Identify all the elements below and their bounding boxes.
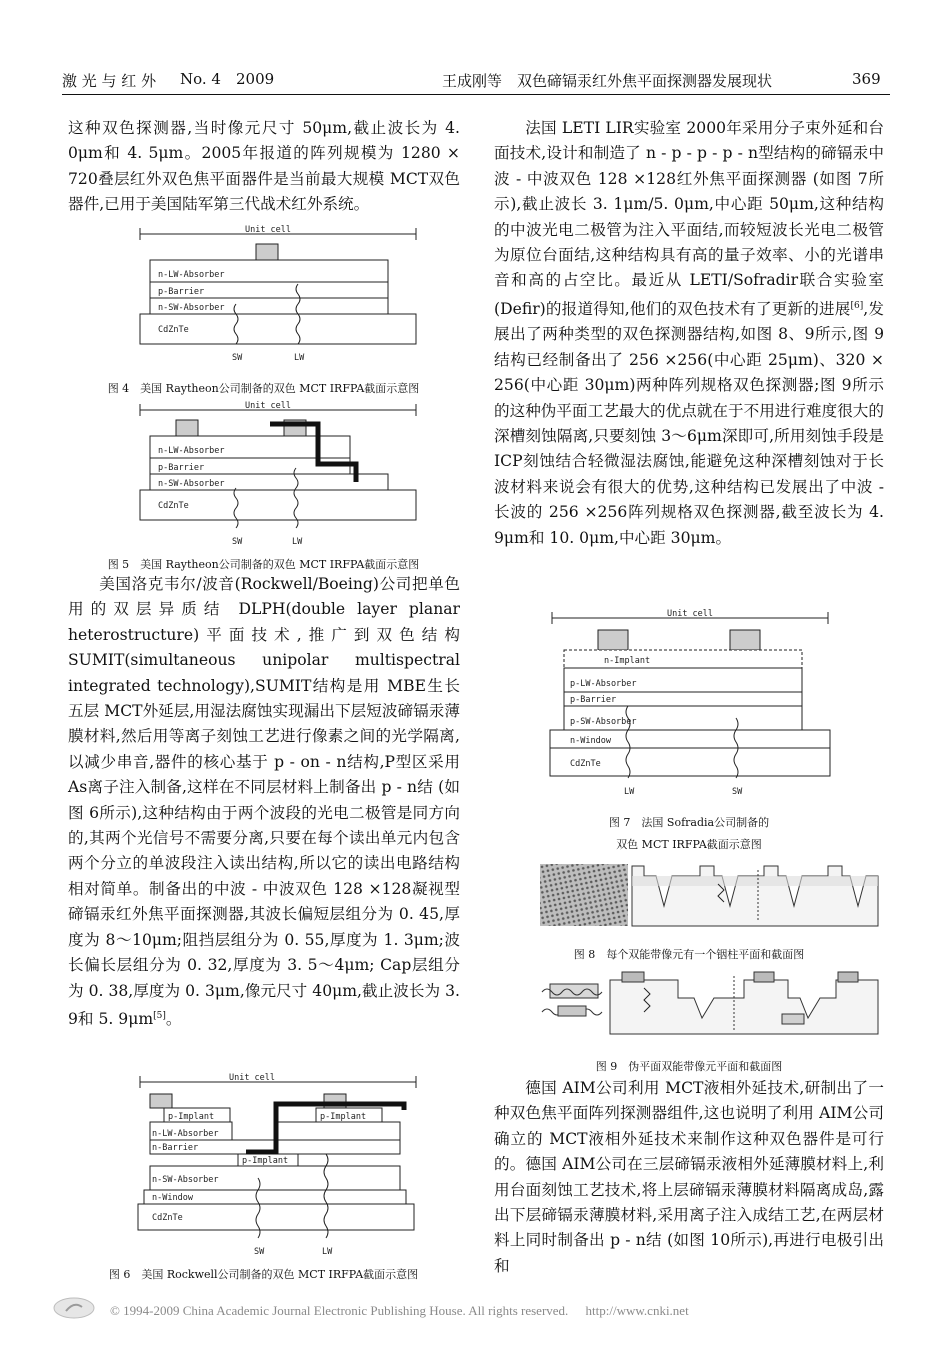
figure-7-caption-line-2: 双色 MCT IRFPA截面示意图 (616, 838, 762, 851)
layer-label: n-SW-Absorber (158, 479, 225, 489)
unit-cell-label: Unit cell (228, 1073, 276, 1083)
layer-label: p-LW-Absorber (570, 679, 637, 689)
layer-label: n-LW-Absorber (158, 446, 225, 456)
figure-7 (540, 606, 842, 806)
paragraph-text: 美国洛克韦尔/波音(Rockwell/Boeing)公司把单色用的双层异质结 DLPH(double layer planar heterostructure)平面技术,推广到双色结构 SUMIT(simultaneous unipolar multispectral integrated technology),SUMIT结构是用 MBE生长五层 MCT外延层,用湿法腐蚀实现漏出下层短波碲镉汞薄膜材料,然后用等离子刻蚀工艺进行像素之间的光学隔离,以减少串音,器件的核心基于 p - on - n结构,P型区采用 As离子注入制备,这样在不同层材料上制备出 p - n结 (如图 6所示),这种结构由于两个波段的光电二极管是同方向的,其两个光信号不需要分离,只要在每个读出单元内包含两个分立的单波段注入读出结构,所以它的读出电路结构相对简单。制备出的中波 - 中波双色 128 ×128凝视型碲镉汞红外焦平面探测器,其波长偏短层组分为 0. 45,厚度为 8～10μm;阻挡层组分为 0. 55,厚度为 1. 3μm;波长偏长层组分为 0. 32,厚度为 3. 5～4μm; Cap层组分为 0. 38,厚度为 0. 3μm,像元尺寸 40μm,截止波长为 3. 9和 5. 9μm (68, 575, 460, 1029)
layer-label: n-Barrier (152, 1143, 199, 1153)
paragraph: 德国 AIM公司利用 MCT液相外延技术,研制出了一种双色焦平面阵列探测器组件,这也说明了利用 AIM公司确立的 MCT液相外延技术来制作这种双色器件是可行的。德国 AIM公司在三层碲镉汞液相外延薄膜材料上,利用台面刻蚀工艺技术,将上层碲镉汞薄膜材料隔离成岛,露出下层碲镉汞薄膜材料,采用离子注入成结工艺,在两层材料上同时制备出 p - n结 (如图 10所示),再进行电极引出和 (494, 1079, 884, 1275)
layer-label: n-SW-Absorber (158, 303, 225, 313)
sw-label: SW (732, 787, 743, 797)
lw-label: LW (624, 787, 635, 797)
implant-label: n-Implant (604, 656, 651, 666)
figure-9-caption: 图 9 伪平面双能带像元平面和截面图 (595, 1060, 783, 1073)
layer-label: n-LW-Absorber (158, 270, 225, 280)
paragraph-text: 法国 LETI LIR实验室 2000年采用分子束外延和台面技术,设计和制造了 n - p - p - p - n型结构的碲镉汞中波 - 中波双色 128 ×128红外焦平面探测器 (如图 7所示),截止波长 3. 1μm/5. 0μm,中心距 50μm,这种结构的中波光电二极管为注入平面结,而较短波长光电二极管为原位台面结,这种结构具有高的量子效率、小的光谱串音和高的占空比。最近从 LETI/Sofradir联合实验室 (Defir)的报道得知,他们的双色技术有了更新的进展 (494, 119, 884, 319)
figure-8-caption: 图 8 每个双能带像元有一个铟柱平面和截面图 (573, 948, 805, 961)
sw-label: SW (254, 1247, 265, 1257)
left-column-top (68, 116, 460, 218)
journal-name: 激 光 与 红 外 (62, 72, 157, 90)
unit-cell-label: Unit cell (244, 401, 292, 411)
issue-number: No. 4 (180, 70, 221, 88)
figure-4-caption: 图 4 美国 Raytheon公司制备的双色 MCT IRFPA截面示意图 (107, 382, 420, 395)
sw-label: SW (232, 353, 243, 363)
paragraph: 这种双色探测器,当时像元尺寸 50μm,截止波长为 4. 0μm和 4. 5μm。2005年报道的阵列规模为 1280 × 720叠层红外双色焦平面器件是当前最大规模 MCT双色器件,已用于美国陆军第三代战术红外系统。 (68, 119, 460, 214)
running-title: 王成刚等 双色碲镉汞红外焦平面探测器发展现状 (442, 72, 773, 90)
sw-label: SW (232, 537, 243, 547)
implant-label: p-Implant (242, 1156, 289, 1166)
reference-mark: [5] (153, 1010, 166, 1021)
publisher-logo-icon (52, 1296, 96, 1320)
unit-cell-label: Unit cell (244, 225, 292, 235)
layer-label: n-LW-Absorber (152, 1129, 219, 1139)
figure-4 (128, 222, 428, 372)
figure-6-caption: 图 6 美国 Rockwell公司制备的双色 MCT IRFPA截面示意图 (108, 1268, 419, 1281)
lw-label: LW (294, 353, 305, 363)
pixel-array-micrograph (540, 864, 628, 926)
copyright-text: © 1994-2009 China Academic Journal Electronic Publishing House. All rights reserved. (110, 1303, 569, 1318)
unit-cell-label: Unit cell (666, 609, 714, 619)
right-column-top (494, 116, 884, 551)
implant-label: p-Implant (320, 1112, 367, 1122)
lw-label: LW (322, 1247, 333, 1257)
paragraph-text-continued: ,发展出了两种类型的双色探测器结构,如图 8、9所示,图 9结构已经制备出了 256 ×256(中心距 25μm)、320 × 256(中心距 30μm)两种阵列规格双色探测器;图 9所示的这种伪平面工艺最大的优点就在于不用进行难度很大的深槽刻蚀隔离,只要刻蚀 3～6μm深即可,所用刻蚀手段是 ICP刻蚀结合轻微湿法腐蚀,能避免这种深槽刻蚀对于长波材料来说会有很大的优势,这种结构已发展出了中波 - 长波的 256 ×256阵列规格双色探测器,截至波长为 4. 9μm和 10. 0μm,中心距 30μm。 (494, 300, 884, 547)
paragraph (68, 572, 460, 1033)
figure-9 (538, 968, 882, 1046)
figure-8 (538, 860, 882, 934)
implant-label: p-Implant (168, 1112, 215, 1122)
issue-year: 2009 (236, 70, 275, 88)
layer-label: CdZnTe (152, 1213, 183, 1223)
layer-label: p-Barrier (158, 287, 205, 297)
right-column-bottom (494, 1076, 884, 1279)
figure-7-caption-line-1: 图 7 法国 Sofradia公司制备的 (608, 816, 770, 829)
layer-label: p-Barrier (158, 463, 205, 473)
header-rule (62, 94, 890, 95)
paragraph-end: 。 (165, 1010, 182, 1029)
lw-label: LW (292, 537, 303, 547)
paragraph (494, 116, 884, 551)
copyright-footer (110, 1303, 689, 1319)
layer-label: CdZnTe (158, 325, 189, 335)
layer-label: n-Window (152, 1193, 193, 1203)
layer-label: n-Window (570, 736, 611, 746)
layer-label: p-SW-Absorber (570, 717, 637, 727)
page-number: 369 (852, 70, 881, 88)
footer-url[interactable]: http://www.cnki.net (585, 1303, 689, 1318)
figure-5 (128, 398, 428, 548)
layer-label: CdZnTe (570, 759, 601, 769)
reference-mark: [6] (850, 300, 864, 311)
left-column-middle (68, 572, 460, 1033)
figure-5-caption: 图 5 美国 Raytheon公司制备的双色 MCT IRFPA截面示意图 (107, 558, 420, 571)
layer-label: CdZnTe (158, 501, 189, 511)
layer-label: p-Barrier (570, 695, 617, 705)
layer-label: n-SW-Absorber (152, 1175, 219, 1185)
figure-6 (128, 1070, 428, 1258)
